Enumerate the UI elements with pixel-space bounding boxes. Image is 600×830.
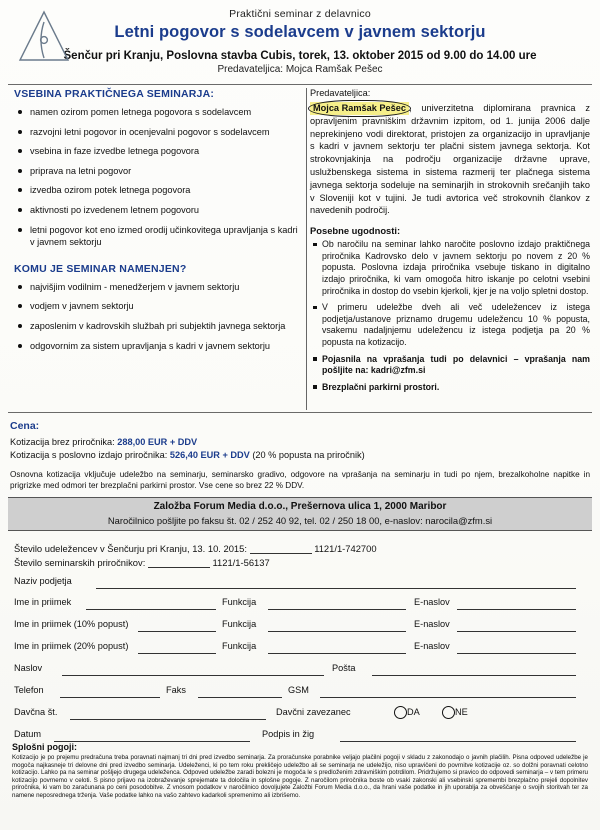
participants-count-code: 1121/1-742700 <box>314 543 377 554</box>
price-value-1: 288,00 EUR + DDV <box>117 437 198 447</box>
address-input[interactable] <box>62 674 324 676</box>
field-tax <box>14 707 586 729</box>
manuals-count-row <box>14 557 586 568</box>
lecturer-line: Predavateljica: Mojca Ramšak Pešec <box>217 64 383 75</box>
field-company <box>14 576 586 597</box>
list-item <box>310 354 590 377</box>
list-item: vodjem v javnem sektorju <box>14 300 302 313</box>
lecturer-label: Predavateljica: <box>310 88 371 98</box>
radio-yes[interactable] <box>394 706 407 719</box>
publisher-band <box>8 497 592 531</box>
benefits-title: Posebne ugodnosti: <box>310 225 401 237</box>
field-label: Davčni zavezanec <box>276 707 351 717</box>
field-label: Datum <box>14 729 42 739</box>
name-input-1[interactable] <box>86 608 216 610</box>
phone-input[interactable] <box>60 696 160 698</box>
participants-count-input[interactable] <box>250 543 312 554</box>
price-discount-note: (20 % popusta na priročnik) <box>252 450 365 460</box>
company-input[interactable] <box>96 587 576 589</box>
event-place-date: Šenčur pri Kranju, Poslovna stavba Cubis, torek, 13. oktober 2015 od 9.00 do 14.00 ure <box>63 50 537 62</box>
list-item <box>310 382 590 394</box>
participants-count-row <box>14 543 586 554</box>
publisher-name: Založba Forum Media d.o.o., Prešernova ulica 1, 2000 Maribor <box>153 501 447 512</box>
column-divider <box>306 88 307 410</box>
document-header <box>0 0 600 75</box>
field-person-3 <box>14 641 586 663</box>
lecturer-name: Mojca Ramšak Pešec <box>313 103 406 113</box>
seminar-kicker: Praktični seminar z delavnico <box>229 8 371 20</box>
radio-yes-label: DA <box>407 707 420 717</box>
field-label: E-naslov <box>414 619 450 629</box>
radio-no-label: NE <box>455 707 468 717</box>
email-input-1[interactable] <box>457 608 576 610</box>
list-item: odgovornim za sistem upravljanja s kadri v javnem sektorju <box>14 340 302 353</box>
field-label: Naziv podjetja <box>14 576 72 586</box>
right-column <box>310 88 590 398</box>
field-label: Funkcija <box>222 597 257 607</box>
price-line-1 <box>10 436 590 449</box>
list-item: letni pogovor kot eno izmed orodij učinkovitega upravljanja s kadri v javnem sektorju <box>14 224 302 249</box>
email-input-3[interactable] <box>457 652 576 654</box>
fax-input[interactable] <box>198 696 282 698</box>
terms-text: Kotizacijo je po prejemu predračuna treba poravnati najmanj tri dni pred izvedbo seminarja. Za proračunske porabnike veljajo plačilni pogoji v skladu z zakonodajo o javnih plačilih. Pisna odpoved udeležbe je mogoča najkasneje tri delovne dni pred izvedbo seminarja. Udeleženci, ki po tem roku prekličejo udeležbo ali se seminarja ne udeležijo, niso upravičeni do povrnitve kotizacije oz. so dolžni poravnati celotno kotizacijo. Lahko pa na seminar pošljejo drugega udeleženca. Odpoved udeležbe zaradi bolezni je mogoča le s predloženim zdravniškim potrdilom. Pridržujemo si pravico do odpovedi seminarja – v tem primeru kotizacijo povrnemo v celoti. S pisno prijavo na izobraževanje sprejemate ta določila in splošne pogoje. Z naročilom priročnika boste ob vsaki zakonski ali vsebinski spremembi brezplačno prejeli dopolnitev priročnika, ki vam bo zaračunana po ceni posodobitve. Z vnosom podatkov v naročilnico dovoljujete Založbi Forum Media d.o.o., da hrani vaše podatke in jih uporablja za obveščanje o svojih storitvah ter za namene neposrednega trženja. Vaše podatke lahko na vašo zahtevo kadarkoli spremenimo ali izbrišemo. <box>12 754 588 799</box>
field-label: Ime in priimek (10% popust) <box>14 619 129 629</box>
list-item: razvojni letni pogovor in ocenjevalni pogovor s sodelavcem <box>14 126 302 139</box>
manuals-count-label: Število seminarskih priročnikov: <box>14 557 146 568</box>
order-instructions: Naročilnico pošljite po faksu št. 02 / 252 40 92, tel. 02 / 250 18 00, e-naslov: narocila@zfm.si <box>107 515 493 526</box>
content-list <box>14 106 302 249</box>
field-label: Ime in priimek (20% popust) <box>14 641 129 651</box>
field-address <box>14 663 586 685</box>
benefit-questions-text: Pojasnila na vprašanja tudi po delavnici – vprašanja nam pošljite na: kadri@zfm.si <box>322 353 590 376</box>
manuals-count-input[interactable] <box>148 557 210 568</box>
benefits-list <box>310 239 590 393</box>
list-item: namen ozirom pomen letnega pogovora s sodelavcem <box>14 106 302 119</box>
manuals-count-code: 1121/1-56137 <box>212 557 270 568</box>
order-form <box>14 543 586 751</box>
lecturer-bio-text: , univerzitetna diplomirana pravnica z opravljenim pravniškim državnim izpitom, od 1. junija 2006 dalje neprekinjeno vodi direktorat, pristojen za organizacijo in upravljanje s kadri v javnem sektorju ter plačni sistem javnega sektorja. Kot strokovnjakinja na področju organizacije državne uprave, uslužbenskega sistema in sistema razmerij ter plačnega sistema javnega sektorja sodeluje na seminarjih in strokovnih srečanjih tako v Sloveniji kot v tujini. Je tudi avtorica več strokovnih člankov z navedenih področij. <box>310 103 590 216</box>
lecturer-bio <box>310 102 590 217</box>
field-label: Naslov <box>14 663 43 673</box>
list-item: aktivnosti po izvedenem letnem pogovoru <box>14 204 302 217</box>
benefit-parking-text: Brezplačni parkirni prostori. <box>322 381 440 392</box>
field-label: Telefon <box>14 685 44 695</box>
content-section-title: VSEBINA PRAKTIČNEGA SEMINARJA: <box>14 88 215 100</box>
price-line-2 <box>10 449 590 462</box>
gsm-input[interactable] <box>320 696 576 698</box>
audience-list <box>14 281 302 352</box>
radio-no[interactable] <box>442 706 455 719</box>
function-input-3[interactable] <box>268 652 406 654</box>
function-input-1[interactable] <box>268 608 406 610</box>
field-label: Faks <box>166 685 186 695</box>
divider-top <box>8 84 592 85</box>
list-item: V primeru udeležbe dveh ali več udeležencev iz istega podjetja/ustanove priznamo drugemu udeležencu 10 % popusta, vsakemu nadaljnjemu udeležencu iz istega podjetja pa 20 % popusta na kotizacijo. <box>310 302 590 348</box>
list-item: Ob naročilu na seminar lahko naročite poslovno izdajo praktičnega priročnika Kadrovsko delo v javnem sektorju po novem z 20 % popusta. Poslovna izdaja priročnika vsebuje tiskano in digitalno izdajo priročnika, ki vam omogoča hitro iskanje po celotni vsebini priročnika in dostop do vsebin kjerkoli, kjer je na voljo spletni dostop. <box>310 239 590 297</box>
function-input-2[interactable] <box>268 630 406 632</box>
list-item: priprava na letni pogovor <box>14 165 302 178</box>
price-label-1: Kotizacija brez priročnika: <box>10 437 115 447</box>
field-label: Podpis in žig <box>262 729 315 739</box>
divider-price-top <box>8 412 592 413</box>
list-item: najvišjim vodilnim - menedžerjem v javnem sektorju <box>14 281 302 294</box>
price-block <box>10 420 590 491</box>
list-item: vsebina in faze izvedbe letnega pogovora <box>14 145 302 158</box>
tax-number-input[interactable] <box>70 718 266 720</box>
email-input-2[interactable] <box>457 630 576 632</box>
price-value-2: 526,40 EUR + DDV <box>169 450 250 460</box>
field-label: E-naslov <box>414 641 450 651</box>
price-label-2: Kotizacija s poslovno izdajo priročnika: <box>10 450 168 460</box>
field-phones <box>14 685 586 707</box>
list-item: zaposlenim v kadrovskih službah pri subjektih javnega sektorja <box>14 320 302 333</box>
triangle-logo-icon <box>14 6 74 66</box>
list-item: izvedba ozirom potek letnega pogovora <box>14 184 302 197</box>
field-person-1 <box>14 597 586 619</box>
field-label: Funkcija <box>222 619 257 629</box>
field-label: GSM <box>288 685 309 695</box>
page-title: Letni pogovor s sodelavcem v javnem sektorju <box>114 23 486 41</box>
name-input-3[interactable] <box>138 652 216 654</box>
name-input-2[interactable] <box>138 630 216 632</box>
left-column <box>14 88 302 359</box>
price-note: Osnovna kotizacija vključuje udeležbo na seminarju, seminarsko gradivo, odgovore na vprašanja na seminarju in tudi po njem, brezalkoholne napitke in prigrizke med odmori ter brezplačni parkirni prostor. Vse cene so brez 22 % DDV. <box>10 470 590 490</box>
field-label: Davčna št. <box>14 707 58 717</box>
postal-input[interactable] <box>372 674 576 676</box>
terms-title: Splošni pogoji: <box>12 742 77 752</box>
field-label: Funkcija <box>222 641 257 651</box>
field-label: Ime in priimek <box>14 597 72 607</box>
terms-block <box>12 742 588 800</box>
participants-count-label: Število udeležencev v Šenčurju pri Kranju, 13. 10. 2015: <box>14 543 247 554</box>
field-label: Pošta <box>332 663 356 673</box>
price-title: Cena: <box>10 420 40 432</box>
field-person-2 <box>14 619 586 641</box>
field-label: E-naslov <box>414 597 450 607</box>
audience-section-title: KOMU JE SEMINAR NAMENJEN? <box>14 262 187 275</box>
